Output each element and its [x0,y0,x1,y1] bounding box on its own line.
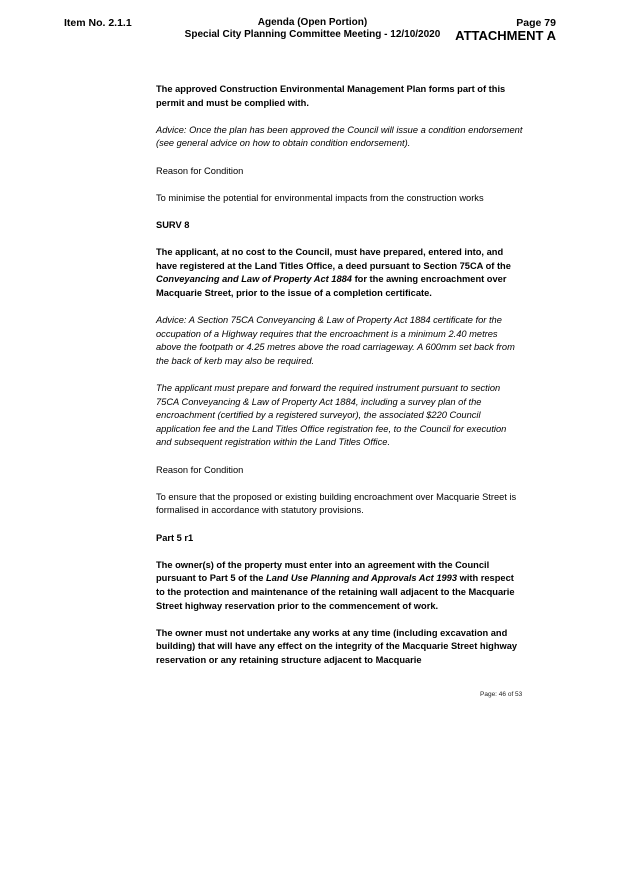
agenda-title: Agenda (Open Portion) [257,17,368,28]
reason-paragraph: To ensure that the proposed or existing building encroachment over Macquarie Street is formalised in accordance with statutory provisions. [156,491,517,516]
section-heading-part5: Part 5 r1 [156,532,194,543]
advice-paragraph: Advice: Once the plan has been approved the Council will issue a condition endorsement (see general advice on how to obtain condition endorsement). [156,124,523,149]
text-run: The applicant, at no cost to the Council, must have prepared, entered into, and have registered at the Land Titles Office, a deed pursuant to Section 75CA of the [156,247,511,271]
agenda-header [160,17,465,41]
text-run: with respect to the protection and maintenance of the retaining wall adjacent to the Macquarie Street highway reservation prior to the commencement of work. [156,573,515,611]
condition-paragraph: The owner must not undertake any works at any time (including excavation and building) that will have any effect on the integrity of the Macquarie Street highway reservation or any retaining structure adjacent to Macquarie [156,627,518,665]
page-number: Page 79 [516,17,556,29]
condition-paragraph-part5 [156,559,524,613]
page-footer: Page: 46 of 53 [480,691,523,698]
item-number: Item No. 2.1.1 [64,17,132,29]
document-body [156,83,524,681]
reason-paragraph: To minimise the potential for environmental impacts from the construction works [156,192,484,203]
page-header-right [455,17,556,43]
meeting-title: Special City Planning Committee Meeting - 12/10/2020 [184,29,441,40]
text-run: for the awning encroachment over Macquarie Street, prior to the issue of a completion certificate. [156,274,507,298]
act-title: Land Use Planning and Approvals Act 1993 [266,573,458,584]
advice-paragraph: Advice: A Section 75CA Conveyancing & Law of Property Act 1884 certificate for the occupation of a Highway requires that the encroachment is a minimum 2.40 metres above the footpath or 4.25 metres above the road carriageway. A 600mm set back from the back of kerb may also be required. [156,315,515,366]
act-title: Conveyancing and Law of Property Act 1884 [156,274,352,285]
reason-heading: Reason for Condition [156,165,244,176]
text-run: The owner(s) of the property must enter into an agreement with the Council pursuant to Part 5 of the [156,559,490,584]
reason-heading: Reason for Condition [156,464,244,475]
condition-paragraph: The approved Construction Environmental Management Plan forms part of this permit and must be complied with. [156,84,506,108]
attachment-label: ATTACHMENT A [455,28,556,43]
advice-paragraph: The applicant must prepare and forward the required instrument pursuant to section 75CA Conveyancing & Law of Property Act 1884, including a survey plan of the encroachment (certified by a registered surveyor), the associated $220 Council application fee and the Land Titles Office registration fee, to the Council for execution and subsequent registration within the Land Titles Office. [156,383,507,448]
condition-paragraph-surv8 [156,246,524,300]
section-heading-surv8: SURV 8 [156,219,190,230]
